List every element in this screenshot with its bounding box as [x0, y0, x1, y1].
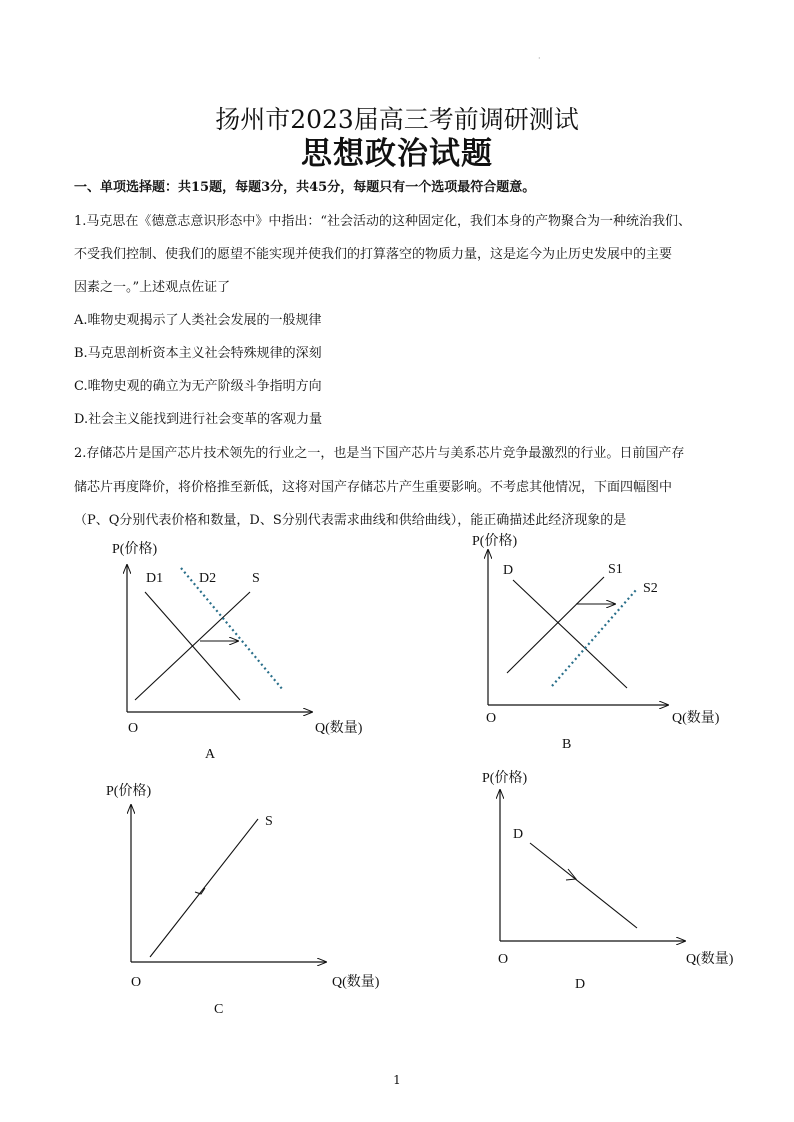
section-heading: 一、单项选择题：共15题，每题3分，共45分，每题只有一个选项最符合题意。 [74, 180, 536, 195]
graph-c-caption: C [214, 1002, 224, 1017]
graph-d-y-label: P(价格) [482, 771, 528, 786]
graph-a [112, 540, 363, 762]
question-1-line-2: 不受我们控制、使我们的愿望不能实现并使我们的打算落空的物质力量，这是迄今为止历史发展中的主要 [74, 247, 673, 262]
graph-c-s-label: S [265, 814, 273, 829]
question-1-option-b: B.马克思剖析资本主义社会特殊规律的深刻 [74, 346, 322, 361]
graph-a-y-label: P(价格) [112, 542, 158, 557]
question-2-line-3: （P、Q分别代表价格和数量，D、S分别代表需求曲线和供给曲线），能正确描述此经济现象的是 [74, 513, 627, 528]
question-1-line-1: 1.马克思在《德意志意识形态中》中指出：“社会活动的这种固定化，我们本身的产物聚合为一种统治我们、 [74, 214, 692, 229]
graph-b [472, 532, 720, 752]
graph-b-x-label: Q(数量) [672, 711, 720, 726]
question-1-option-d: D.社会主义能找到进行社会变革的客观力量 [74, 412, 323, 427]
graph-d [482, 769, 734, 992]
graph-b-caption: B [562, 737, 572, 752]
exam-subject-title: 思想政治试题 [301, 136, 493, 172]
graph-b-d-line [513, 580, 627, 688]
graph-c-origin: O [131, 975, 142, 990]
graph-c-s-line [150, 819, 258, 957]
graph-a-origin: O [128, 721, 139, 736]
scan-speck: · [538, 54, 541, 63]
question-1-option-c: C.唯物史观的确立为无产阶级斗争指明方向 [74, 379, 322, 394]
graph-b-y-label: P(价格) [472, 534, 518, 549]
graph-b-s1-line [507, 577, 604, 673]
graph-d-d-line [530, 843, 637, 928]
graph-d-x-label: Q(数量) [686, 952, 734, 967]
graph-a-d2-label: D2 [199, 571, 217, 586]
graph-d-origin: O [498, 952, 509, 967]
graph-b-s1-label: S1 [608, 562, 623, 577]
graph-a-d2-line [181, 568, 283, 690]
graph-c-y-label: P(价格) [106, 784, 152, 799]
question-1-option-a: A.唯物史观揭示了人类社会发展的一般规律 [74, 313, 322, 328]
graph-a-s-line [135, 592, 250, 700]
graph-a-d1-label: D1 [146, 571, 164, 586]
graph-b-d-label: D [503, 563, 514, 578]
graph-c-x-label: Q(数量) [332, 975, 380, 990]
graph-b-origin: O [486, 711, 497, 726]
graph-a-caption: A [205, 747, 216, 762]
question-2-line-1: 2.存储芯片是国产芯片技术领先的行业之一，也是当下国产芯片与美系芯片竞争最激烈的行业。日前国产存 [74, 446, 685, 461]
graph-b-s2-label: S2 [643, 581, 658, 596]
graph-a-x-label: Q(数量) [315, 721, 363, 736]
graph-a-s-label: S [252, 571, 260, 586]
exam-title: 扬州市2023届高三考前调研测试 [215, 105, 579, 134]
graph-d-caption: D [575, 977, 586, 992]
question-1-line-3: 因素之一。”上述观点佐证了 [74, 280, 231, 295]
page-number: 1 [393, 1073, 401, 1087]
question-2-line-2: 储芯片再度降价，将价格推至新低，这将对国产存储芯片产生重要影响。不考虑其他情况，下面四幅图中 [74, 480, 673, 495]
graph-c [106, 782, 380, 1017]
graph-d-d-label: D [513, 827, 524, 842]
